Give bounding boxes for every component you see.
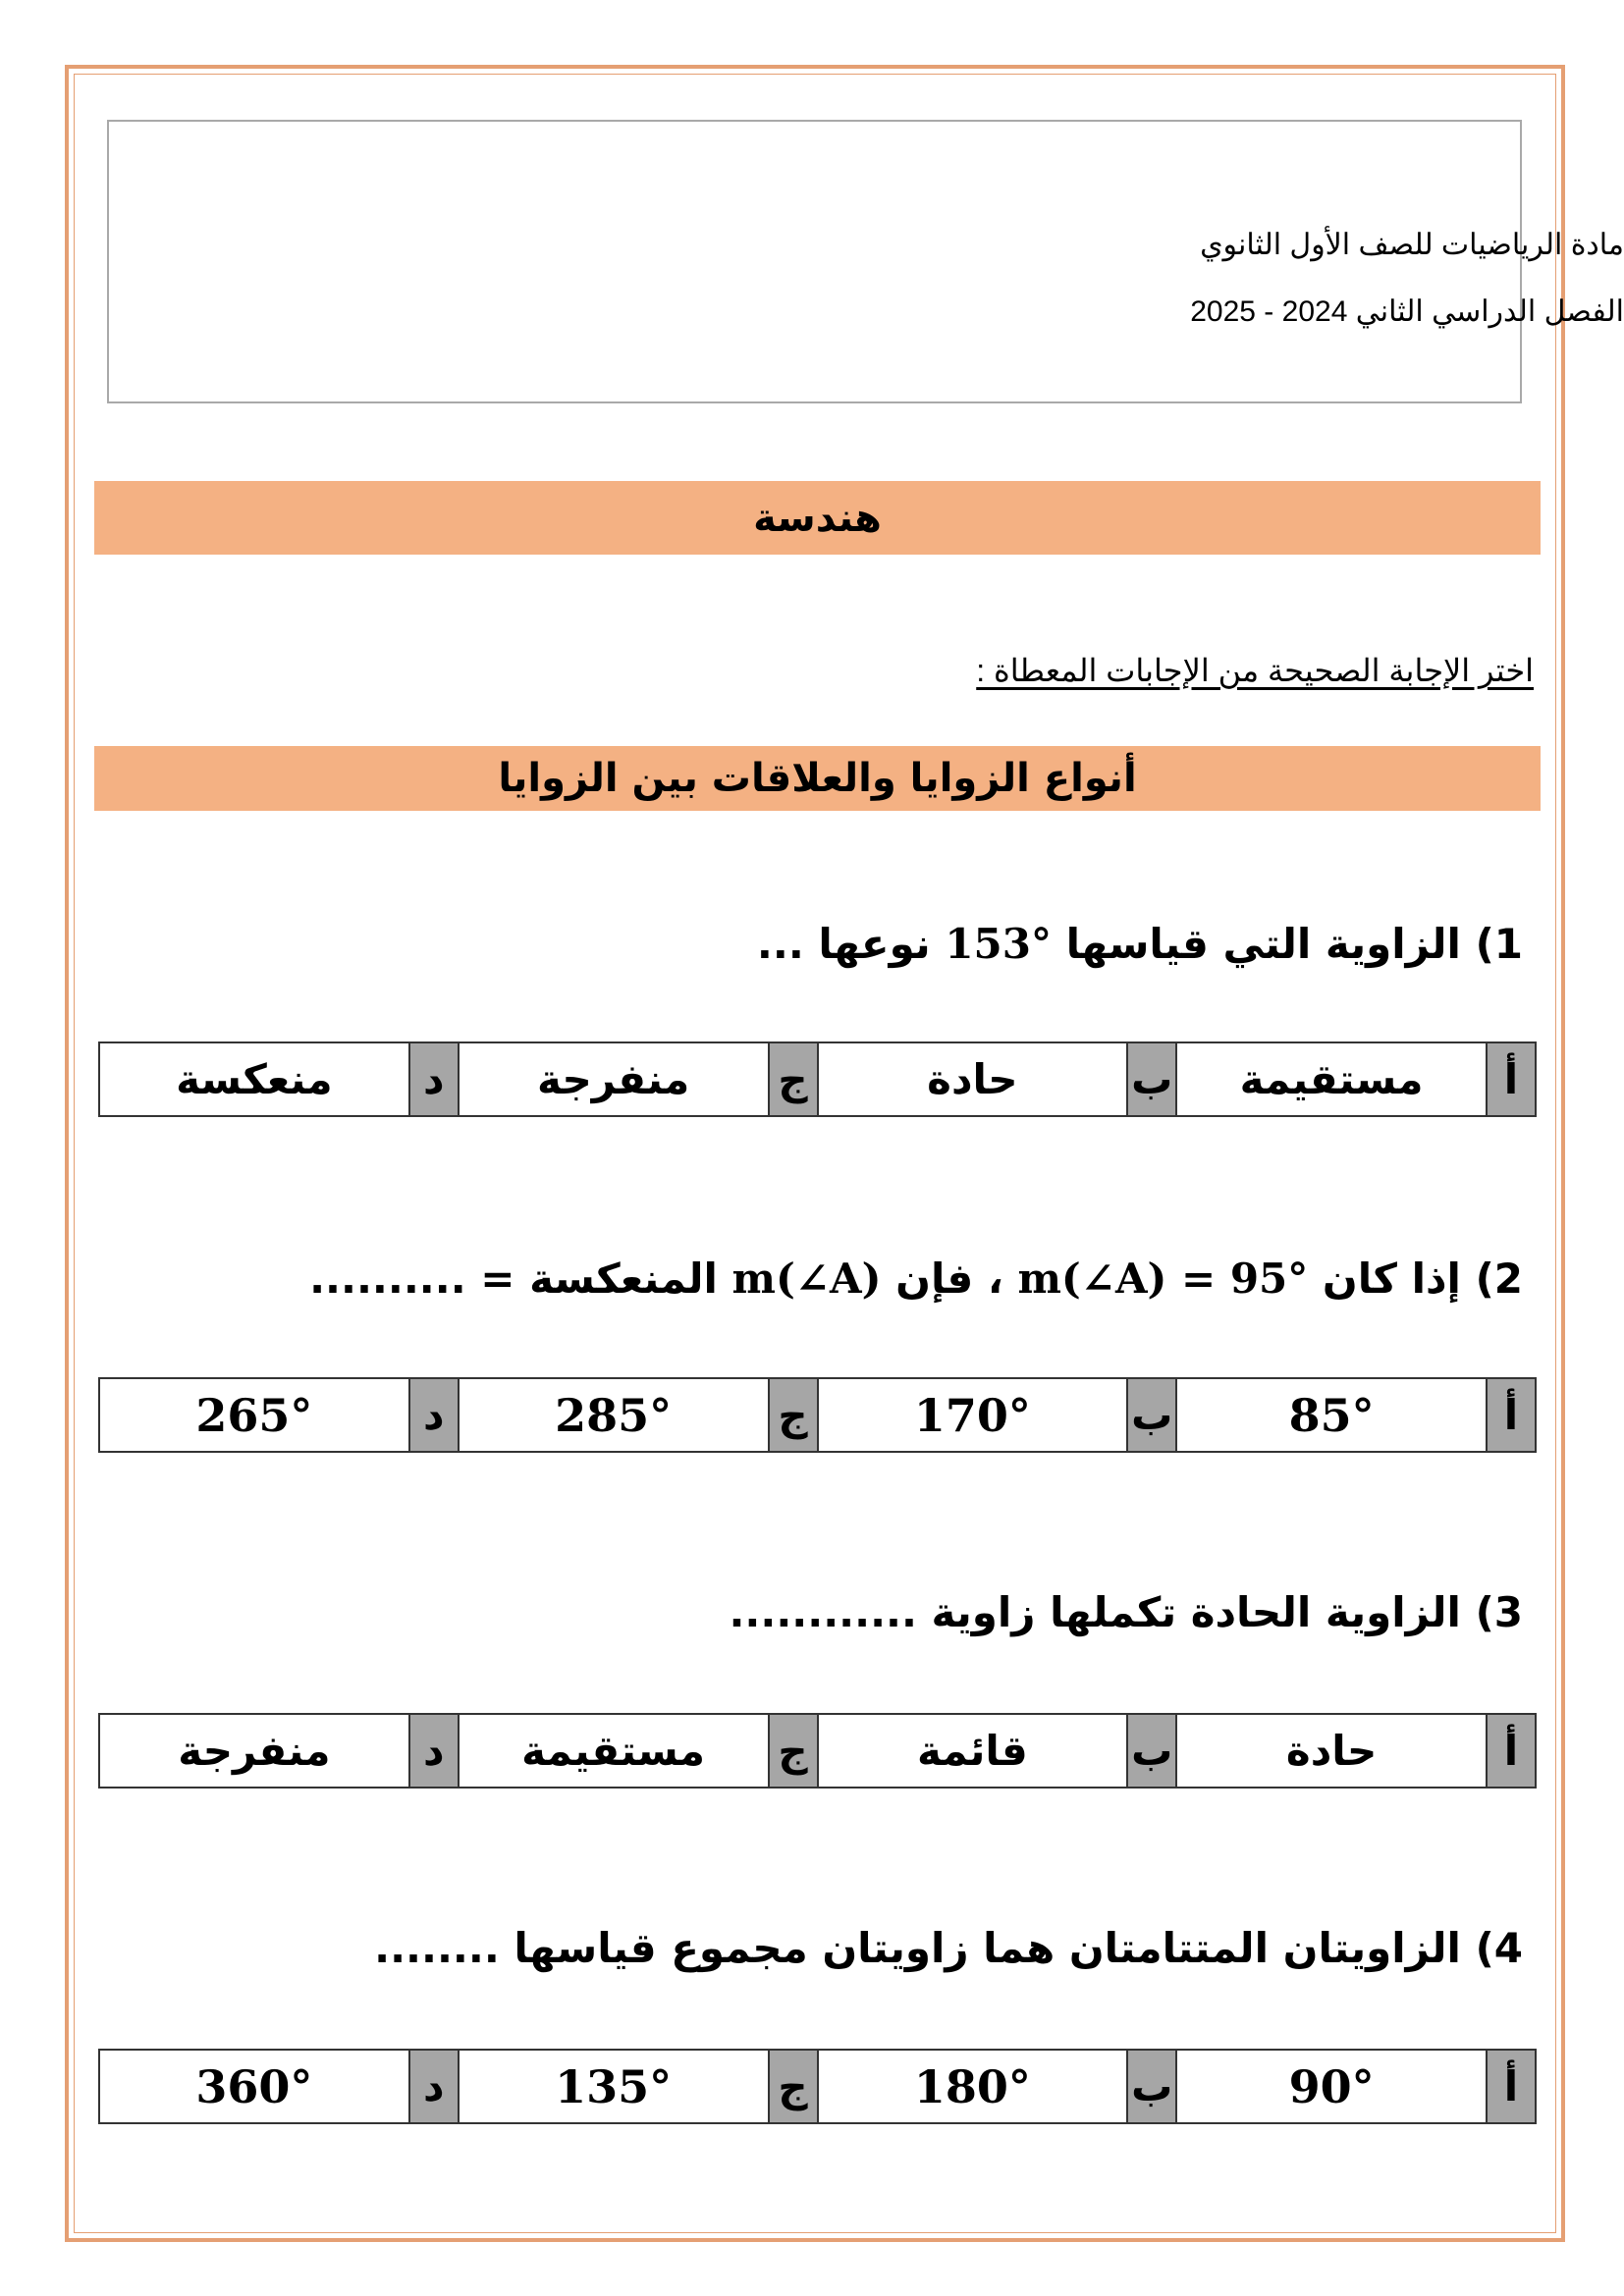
term-line: الفصل الدراسي الثاني 2024 - 2025 bbox=[1190, 295, 1624, 328]
option-letter: ج bbox=[769, 1042, 818, 1116]
options-table-3 bbox=[98, 1713, 1537, 1789]
topic-title: أنواع الزوايا والعلاقات بين الزوايا bbox=[498, 756, 1137, 801]
option-number: 180° bbox=[913, 2059, 1031, 2113]
option-number: 285° bbox=[555, 1388, 673, 1442]
option-value[interactable] bbox=[459, 2050, 769, 2123]
question-4 bbox=[374, 1924, 1523, 1972]
option-letter: أ bbox=[1487, 1714, 1536, 1788]
instruction: اختر الإجابة الصحيحة من الإجابات المعطاة : bbox=[976, 653, 1534, 688]
question-text: ، فإن bbox=[895, 1255, 1003, 1303]
option-value[interactable] bbox=[818, 1378, 1128, 1452]
option-letter: ج bbox=[769, 1714, 818, 1788]
option-number: 265° bbox=[195, 1388, 313, 1442]
option-value[interactable] bbox=[99, 2050, 409, 2123]
section-banner bbox=[94, 481, 1541, 555]
question-text: الزاويتان المتتامتان هما زاويتان مجموع قياسها ........ bbox=[374, 1924, 1461, 1972]
option-letter: ب bbox=[1127, 2050, 1176, 2123]
question-text: الزاوية الحادة تكملها زاوية ............ bbox=[729, 1588, 1461, 1636]
option-letter: ج bbox=[769, 2050, 818, 2123]
options-table-4 bbox=[98, 2049, 1537, 2124]
option-value[interactable]: حادة bbox=[818, 1042, 1128, 1116]
question-text: نوعها ... bbox=[756, 920, 931, 968]
option-value[interactable]: مستقيمة bbox=[1176, 1042, 1487, 1116]
option-value[interactable] bbox=[818, 2050, 1128, 2123]
option-letter: أ bbox=[1487, 2050, 1536, 2123]
option-letter: د bbox=[409, 1042, 459, 1116]
option-letter: أ bbox=[1487, 1378, 1536, 1452]
option-letter: ج bbox=[769, 1378, 818, 1452]
question-number: 4) bbox=[1475, 1924, 1523, 1972]
option-value[interactable]: منفرجة bbox=[99, 1714, 409, 1788]
option-letter: أ bbox=[1487, 1042, 1536, 1116]
option-number: 360° bbox=[195, 2059, 313, 2113]
question-number: 3) bbox=[1475, 1588, 1523, 1636]
question-number: 2) bbox=[1475, 1255, 1523, 1303]
option-value[interactable]: مستقيمة bbox=[459, 1714, 769, 1788]
subject-line: مادة الرياضيات للصف الأول الثانوي bbox=[1200, 229, 1624, 261]
option-letter: ب bbox=[1127, 1378, 1176, 1452]
option-letter: د bbox=[409, 2050, 459, 2123]
question-text: المنعكسة = .......... bbox=[309, 1255, 718, 1303]
option-value[interactable]: قائمة bbox=[818, 1714, 1128, 1788]
question-number: 1) bbox=[1475, 920, 1523, 968]
option-letter: ب bbox=[1127, 1042, 1176, 1116]
question-math: m(∠A) bbox=[731, 1255, 882, 1303]
options-table-2 bbox=[98, 1377, 1537, 1453]
question-text: إذا كان bbox=[1322, 1255, 1461, 1303]
question-2 bbox=[309, 1255, 1523, 1303]
option-number: 170° bbox=[913, 1388, 1031, 1442]
option-value[interactable] bbox=[1176, 1378, 1487, 1452]
topic-banner bbox=[94, 746, 1541, 811]
option-value[interactable] bbox=[459, 1378, 769, 1452]
question-3 bbox=[729, 1588, 1523, 1636]
option-value[interactable]: حادة bbox=[1176, 1714, 1487, 1788]
option-number: 90° bbox=[1288, 2059, 1375, 2113]
question-text: الزاوية التي قياسها bbox=[1065, 920, 1461, 968]
option-letter: د bbox=[409, 1714, 459, 1788]
option-number: 135° bbox=[555, 2059, 673, 2113]
section-title: هندسة bbox=[753, 495, 882, 541]
option-letter: د bbox=[409, 1378, 459, 1452]
option-value[interactable] bbox=[99, 1378, 409, 1452]
option-value[interactable] bbox=[1176, 2050, 1487, 2123]
option-number: 85° bbox=[1288, 1388, 1375, 1442]
question-math: 153° bbox=[945, 920, 1052, 968]
option-letter: ب bbox=[1127, 1714, 1176, 1788]
option-value[interactable]: منفرجة bbox=[459, 1042, 769, 1116]
options-table-1 bbox=[98, 1041, 1537, 1117]
question-1 bbox=[757, 920, 1523, 968]
option-value[interactable]: منعكسة bbox=[99, 1042, 409, 1116]
question-math: m(∠A) = 95° bbox=[1017, 1255, 1309, 1303]
